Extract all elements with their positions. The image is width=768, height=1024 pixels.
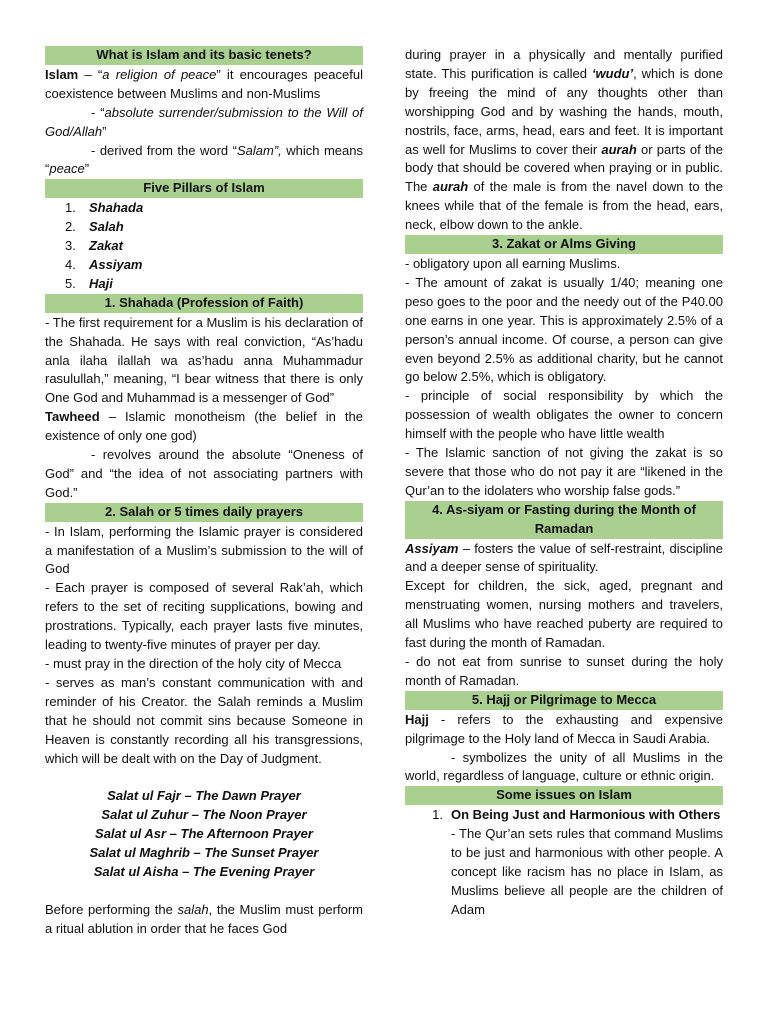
islam-definition-2: - “absolute surrender/submission to the Will of God/Allah” (45, 104, 363, 139)
ablution-paragraph: Before performing the salah, the Muslim must perform a ritual ablution in order that he faces God (45, 901, 363, 936)
list-item: 3. Zakat (65, 238, 123, 254)
spacer (45, 882, 363, 901)
prayer-maghrib: Salat ul Maghrib – The Sunset Prayer (89, 845, 319, 861)
hajj-definition: Hajj - refers to the exhausting and expensive pilgrimage to the Holy land of Mecca in Saudi Arabia. (405, 711, 723, 746)
islam-term: Islam (45, 66, 79, 82)
spacer (45, 768, 363, 787)
wudu-paragraph: during prayer in a physically and mentally purified state. This purification is called ‘wudu’, which is done by freeing the mind of any thoughts other than worshipping God and by washing the hands, mouth, nostrils, face, arms, head, ears and feet. It is important as well for Muslims to cover their aurah or parts of the body that should be covered when praying or in public. The aurah of the male is from the navel down to the knees while that of the female is from the head, ears, neck, elbow down to the ankle. (405, 47, 723, 233)
zakat-paragraph-1: - obligatory upon all earning Muslims. (405, 255, 621, 271)
shahada-paragraph: - The first requirement for a Muslim is his declaration of the Shahada. He says with real conviction, “As’hadu anla ilaha ilallah wa as’hadu anna Muhammadur rasulullah,” meaning, “I bear witness that there is only One God and Muhammad is a messenger of God” (45, 314, 363, 406)
prayer-aisha: Salat ul Aisha – The Evening Prayer (93, 863, 315, 879)
section-heading-assiyam: 4. As-siyam or Fasting during the Month of Ramadan (405, 501, 723, 540)
tawheed-term: Tawheed (45, 409, 100, 425)
issue-item: 1. On Being Just and Harmonious with Others - The Qur’an sets rules that command Muslims to be just and harmonious with other people. A concept like racism has no place in Islam, as Muslims believe all people are the children of Adam (405, 806, 723, 919)
prayer-zuhur: Salat ul Zuhur – The Noon Prayer (101, 807, 307, 823)
section-heading-islam-tenets: What is Islam and its basic tenets? (45, 46, 363, 66)
prayer-fajr: Salat ul Fajr – The Dawn Prayer (107, 788, 301, 804)
salah-paragraph-4: - serves as man’s constant communication with and reminder of his Creator. the Salah reminds a Muslim that he should not commit sins because Someone in Heaven is constantly recording all his transgressions, which will be dealt with on the Day of Judgment. (45, 674, 363, 766)
salah-paragraph-1: - In Islam, performing the Islamic prayer is considered a manifestation of a Muslim’s submission to the will of God (45, 523, 363, 577)
tawheed-definition-2: - revolves around the absolute “Oneness of God” and “the idea of not associating partners with God.” (45, 447, 363, 500)
section-heading-hajj: 5. Hajj or Pilgrimage to Mecca (405, 691, 723, 711)
hajj-term: Hajj (405, 711, 429, 727)
section-heading-zakat: 3. Zakat or Alms Giving (405, 235, 723, 255)
tawheed-definition: Tawheed – Islamic monotheism (the belief in the existence of only one god) (45, 409, 363, 444)
section-heading-shahada: 1. Shahada (Profession of Faith) (45, 294, 363, 314)
zakat-paragraph-4: - The Islamic sanction of not giving the zakat is so severe that those who do not pay it are “likened in the Qur’an to the idolaters who worship false gods.” (405, 445, 723, 498)
list-item: 1. Shahada (65, 200, 144, 216)
section-heading-salah: 2. Salah or 5 times daily prayers (45, 503, 363, 523)
right-column (405, 46, 723, 920)
assiyam-definition: Assiyam – fosters the value of self-restraint, discipline and a deeper sense of spirituality. (405, 540, 723, 575)
section-heading-five-pillars: Five Pillars of Islam (45, 179, 363, 199)
pillars-list (45, 199, 363, 294)
list-item: 4. Assiyam (65, 256, 143, 272)
list-item: 5. Haji (65, 275, 113, 291)
left-column (45, 46, 363, 939)
section-heading-issues: Some issues on Islam (405, 786, 723, 806)
fasting-paragraph-1: Except for children, the sick, aged, pregnant and menstruating women, nursing mothers and travelers, all Muslims who have reached puberty are required to fast during the month of Ramadan. (405, 578, 723, 651)
issue-body: - The Qur’an sets rules that command Muslims to be just and harmonious with other people. A concept like racism has no place in Islam, as Muslims believe all people are the children of Adam (451, 826, 723, 917)
zakat-paragraph-3: - principle of social responsibility by which the possession of wealth obligates the owner to concern himself with the people who have little wealth (405, 388, 723, 442)
zakat-paragraph-2: - The amount of zakat is usually 1/40; meaning one peso goes to the poor and the needy out of the P40.00 one earns in one year. This is approximately 2.5% of a person’s annual income. Of course, a person can give even beyond 2.5% as additional charity, but he cannot go below 2.5%, which is obligatory. (405, 274, 723, 385)
salah-paragraph-2: - Each prayer is composed of several Rak’ah, which refers to the set of reciting supplications, bowing and prostrations. Typically, each prayer lasts five minutes, leading to twenty-five minutes of prayer per day. (45, 580, 363, 653)
issue-title: On Being Just and Harmonious with Others (451, 807, 721, 823)
islam-definition-3: - derived from the word “Salam”, which means “peace” (45, 142, 363, 177)
hajj-definition-2: - symbolizes the unity of all Muslims in the world, regardless of language, culture or ethnic origin. (405, 749, 723, 784)
assiyam-term: Assiyam (405, 540, 459, 556)
islam-definition: Islam – “a religion of peace” it encourages peaceful coexistence between Muslims and non-Muslims (45, 66, 363, 101)
fasting-paragraph-2: - do not eat from sunrise to sunset during the holy month of Ramadan. (405, 654, 723, 688)
list-item: 2. Salah (65, 219, 124, 235)
prayer-asr: Salat ul Asr – The Afternoon Prayer (95, 826, 313, 842)
salah-paragraph-3: - must pray in the direction of the holy city of Mecca (45, 656, 342, 671)
